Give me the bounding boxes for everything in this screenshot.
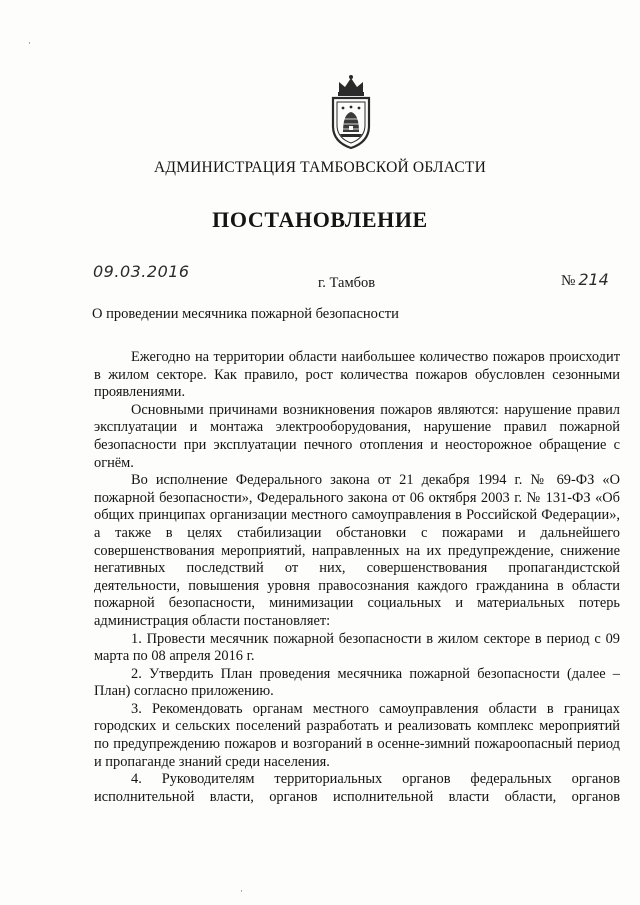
document-city: г. Тамбов <box>318 275 376 291</box>
coat-of-arms-emblem <box>329 74 373 150</box>
paragraph-3: Во исполнение Федерального закона от 21 декабря 1994 г. № 69-ФЗ «О пожарной безопасности», Федерального закона от 06 октября 2003 г. № 131-ФЗ «Об общих принципах организации местного самоуправления в Российской Федерации», а также в целях стабилизации обстановки с пожарами и дальнейшего совершенствования мероприятий, направленных на их предупреждение, снижение негативных последствий от них, совершенствования пропагандистской деятельности, повышения уровня правосознания каждого гражданина в области пожарной безопасности, минимизации социальных и материальных потерь администрация области постановляет: <box>94 472 620 629</box>
organization-name: АДМИНИСТРАЦИЯ ТАМБОВСКОЙ ОБЛАСТИ <box>154 159 486 176</box>
document-body <box>94 349 620 806</box>
scan-speck: · <box>28 38 31 48</box>
document-subject: О проведении месячника пожарной безопасности <box>92 306 399 322</box>
document-title: ПОСТАНОВЛЕНИЕ <box>212 207 428 232</box>
paragraph-2: Основными причинами возникновения пожаров являются: нарушение правил эксплуатации и монтажа электрооборудования, нарушение правил пожарной безопасности при эксплуатации печного отопления и неосторожное обращение с огнём. <box>94 401 620 471</box>
paragraph-item-4: 4. Руководителям территориальных органов федеральных органов исполнительной власти, органов исполнительной власти области, органов <box>94 771 620 805</box>
number-label: № <box>561 273 576 289</box>
paragraph-item-1: 1. Провести месячник пожарной безопасности в жилом секторе в период с 09 марта по 08 апреля 2016 г. <box>94 630 620 665</box>
scan-speck: · <box>240 886 243 896</box>
paragraph-item-2: 2. Утвердить План проведения месячника пожарной безопасности (далее – План) согласно приложению. <box>94 665 620 700</box>
number-value: 214 <box>578 270 609 289</box>
paragraph-1: Ежегодно на территории области наибольшее количество пожаров происходит в жилом секторе. Как правило, рост количества пожаров обусловлен сезонными проявлениями. <box>94 349 620 401</box>
document-date: 09.03.2016 <box>93 262 190 281</box>
document-number <box>561 270 609 290</box>
paragraph-item-3: 3. Рекомендовать органам местного самоуправления области в границах городских и сельских поселений разработать и реализовать комплекс мероприятий по предупреждению пожаров и возгораний в осенне-зимний пожароопасный период и пропаганде знаний среди населения. <box>94 700 620 770</box>
